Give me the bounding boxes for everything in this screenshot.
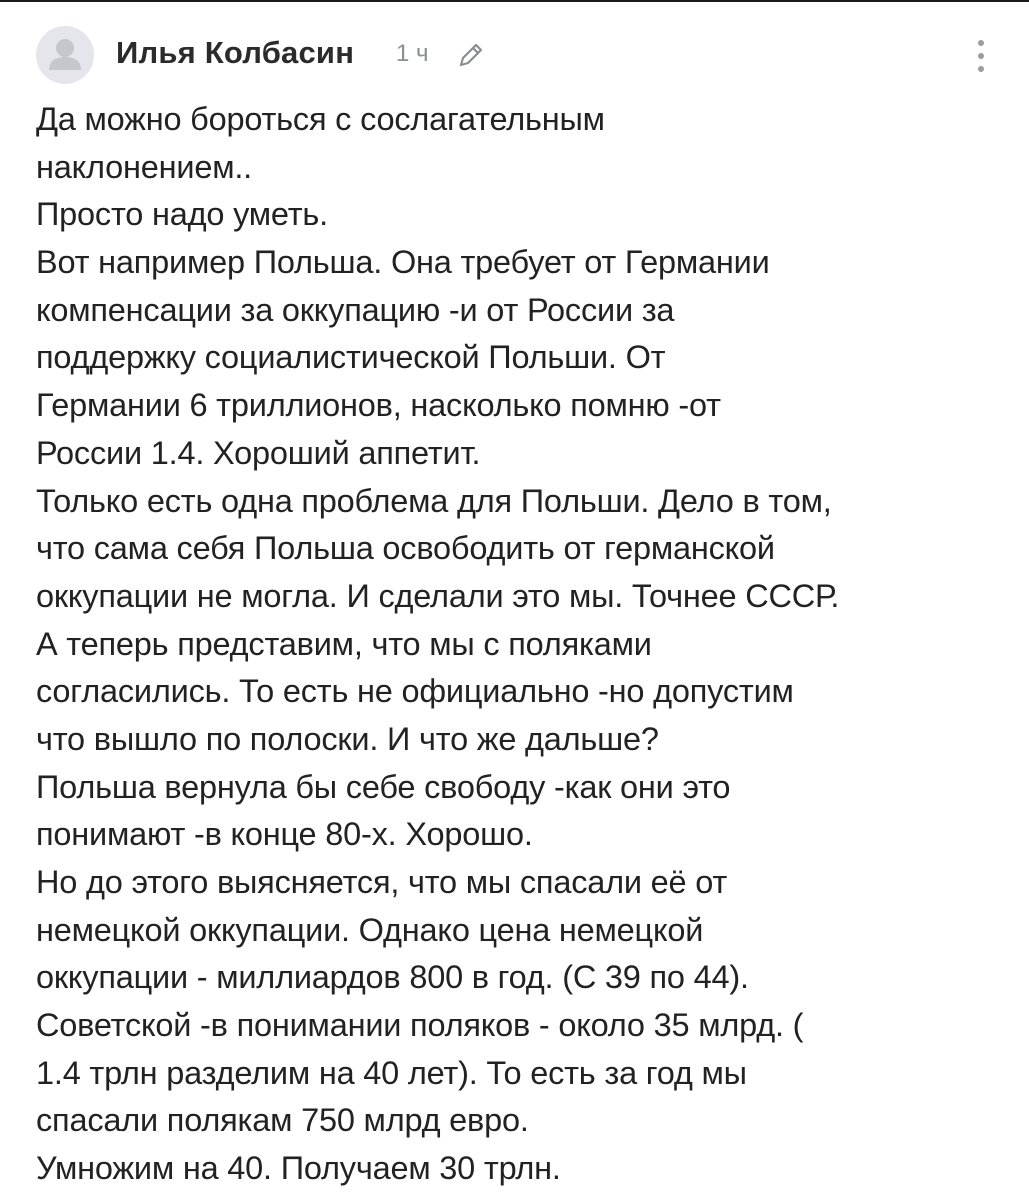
comment-text-line: понимают -в конце 80-х. Хорошо. bbox=[36, 816, 533, 853]
comment-text-line: Но до этого выясняется, что мы спасали её от bbox=[36, 864, 728, 900]
comment-text-line: Вот например Польша. Она требует от Германии bbox=[36, 244, 770, 281]
comment-text-line: Просто надо уметь. bbox=[36, 196, 328, 233]
comment-text-line: оккупации - миллиардов 800 в год. (С 39 по 44). bbox=[36, 959, 749, 996]
comment-text-line: спасали полякам 750 млрд евро. bbox=[36, 1102, 529, 1139]
comment-text-line: Советской -в понимании поляков - около 35 млрд. ( bbox=[36, 1007, 804, 1044]
comment-text-line: 1.4 трлн разделим на 40 лет). То есть за год мы bbox=[36, 1054, 747, 1091]
vertical-dots-icon[interactable] bbox=[973, 36, 989, 76]
comment-timestamp: 1 ч bbox=[396, 40, 429, 67]
user-avatar-placeholder-icon bbox=[36, 26, 94, 84]
author-name[interactable]: Илья Колбасин bbox=[116, 35, 355, 70]
pencil-icon bbox=[454, 38, 488, 72]
comment-text-line: России 1.4. Хороший аппетит. bbox=[36, 434, 481, 471]
avatar[interactable] bbox=[36, 26, 94, 84]
comment-text-line: что сама себя Польша освободить от германской bbox=[36, 530, 775, 567]
comment-text-line: поддержку социалистической Польши. От bbox=[36, 339, 666, 376]
comment-text-line: немецкой оккупации. Однако цена немецкой bbox=[36, 911, 704, 948]
comment-text-line: А теперь представим, что мы с поляками bbox=[36, 625, 652, 662]
comment-text-line: наклонением.. bbox=[36, 148, 253, 185]
comment-text-line: оккупации не могла. И сделали это мы. Точнее СССР. bbox=[36, 577, 840, 614]
comment-text-line: Да можно бороться с сослагательным bbox=[36, 101, 605, 137]
comment-text-line: что вышло по полоски. И что же дальше? bbox=[36, 720, 659, 757]
comment-text-line: Только есть одна проблема для Польши. Дело в том, bbox=[36, 482, 832, 519]
comment-body bbox=[36, 96, 1004, 1193]
comment-text-line: Германии 6 триллионов, насколько помню -от bbox=[36, 387, 721, 424]
comment-text-line: согласились. То есть не официально -но допустим bbox=[36, 673, 794, 710]
comment-text-line: компенсации за оккупацию -и от России за bbox=[36, 291, 675, 328]
comment-text-line: Польша вернула бы себе свободу -как они это bbox=[36, 768, 731, 805]
comment-header bbox=[36, 26, 989, 84]
comment-text-line: Умножим на 40. Получаем 30 трлн. bbox=[36, 1150, 561, 1187]
